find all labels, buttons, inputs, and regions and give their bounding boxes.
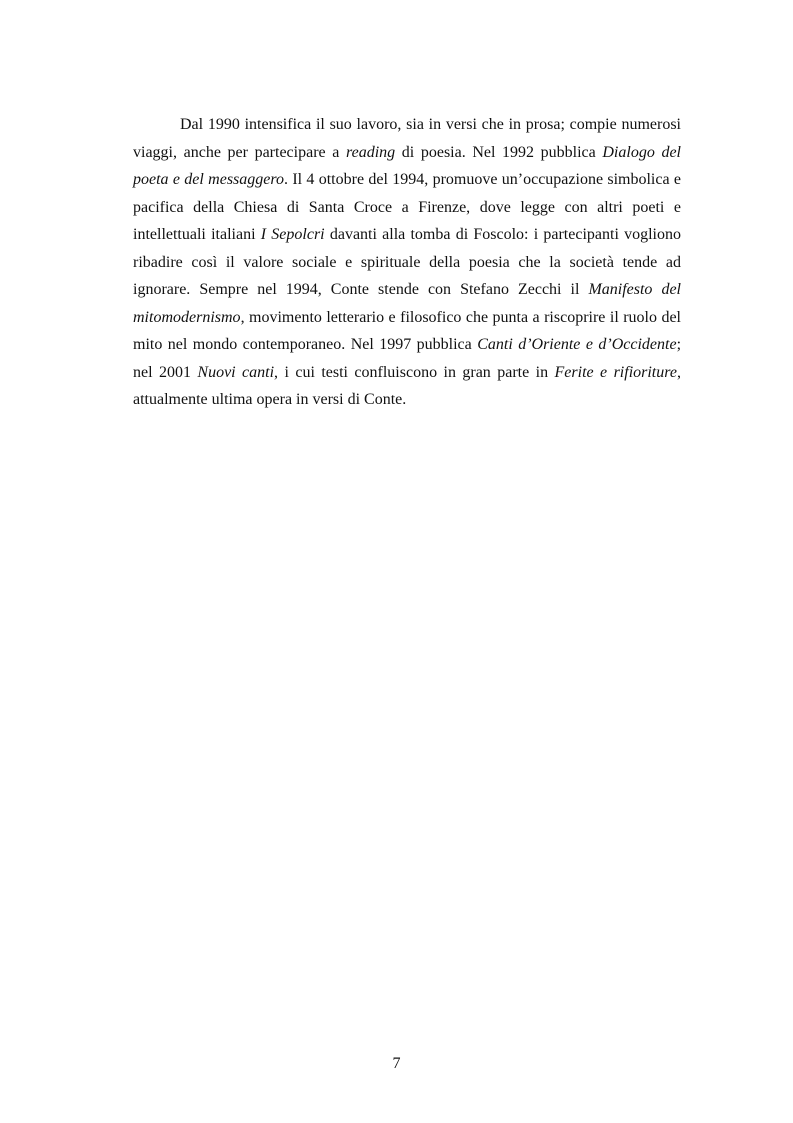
text-run: Dal 1990 intensifica il suo lavoro, sia in versi che in prosa; compie numerosi viaggi, anche per partecipare a [133, 116, 681, 161]
text-run: , i cui testi confluiscono in gran parte in [274, 363, 555, 381]
italic-term-reading: reading [345, 143, 396, 161]
italic-title-sepolcri: I Sepolcri [260, 226, 325, 243]
italic-title-manifesto: Manifesto del mitomodernismo [133, 281, 681, 326]
text-run: davanti alla tomba di Foscolo: i partecipanti vogliono ribadire così il valore sociale e spirituale della poesia che la società tende ad ignorare. Sempre nel 1994, Conte stende con Stefano Zecchi il [133, 226, 682, 298]
italic-title-dialogo: Dialogo del poeta e del messaggero [133, 143, 681, 188]
page-number: 7 [392, 1055, 401, 1072]
text-run: , movimento letterario e filosofico che punta a riscoprire il ruolo del mito nel mondo contemporaneo. Nel 1997 pubblica [133, 308, 681, 353]
body-paragraph [133, 111, 681, 414]
italic-title-ferite: Ferite e rifioriture [554, 363, 677, 381]
text-run: . Il 4 ottobre del 1994, promuove un’occupazione simbolica e pacifica della Chiesa di Santa Croce a Firenze, dove legge con altri poeti e intellettuali italiani [133, 171, 681, 243]
text-run: , attualmente ultima opera in versi di Conte. [133, 363, 681, 408]
text-run: ; nel 2001 [133, 336, 682, 381]
italic-title-nuovi-canti: Nuovi canti [197, 363, 275, 381]
italic-title-canti: Canti d’Oriente e d’Occidente [477, 336, 677, 353]
text-run: di poesia. Nel 1992 pubblica [395, 143, 603, 161]
